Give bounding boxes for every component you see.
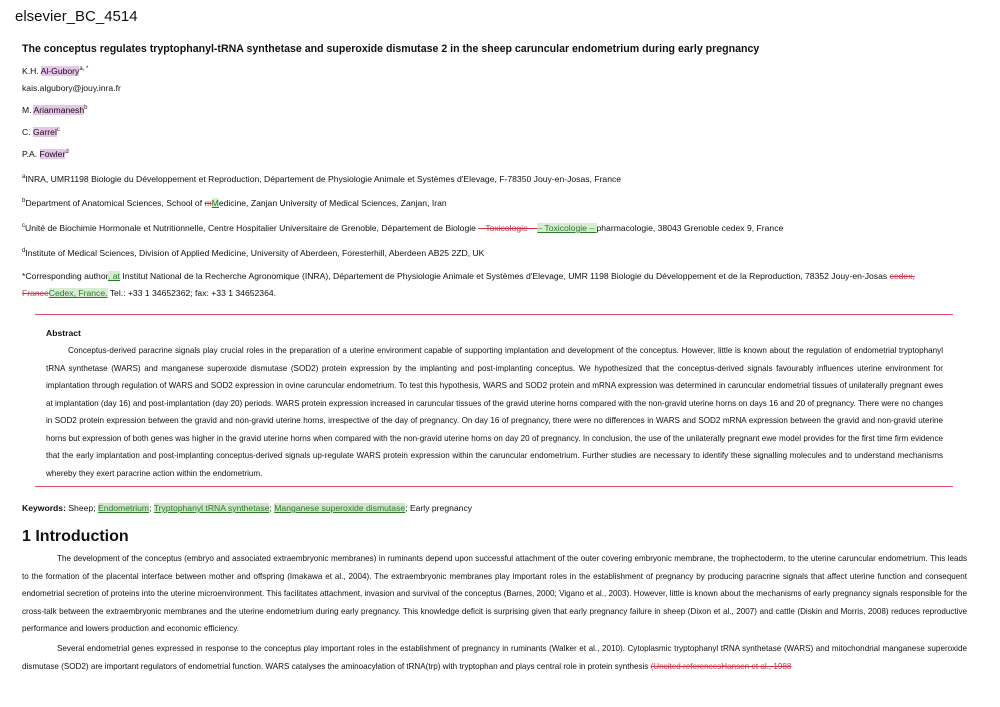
- keywords: Keywords: Sheep; Endometrium; Tryptophanyl tRNA synthetase; Manganese superoxide dismutase; Early pregnancy: [22, 503, 473, 513]
- affiliation-a: $^a$INRA, UMR1198 Biologie du Développement et Reproduction, Département de Physiologie Animale et Systèmes d'Elevage, F-78350 Jouy-en-Josas, France: [22, 174, 622, 184]
- abstract-top-rule: [35, 314, 953, 315]
- intro-paragraph-1: The development of the conceptus (embryo and associated extraembryonic membranes) in ruminants depend upon successful attachment of the outer covering embryonic membrane, the trophectoderm, to the uterine caruncular endometrium. This leads to the formation of the placental interface between mother and offspring (Imakawa et al., 2004). The extraembryonic membranes play important roles in the establishment of pregnancy by producing paracrine signals that affect uterine function and consequent endometrial secretion of proteins into the uterine microenvironment. This facilitates attachment, invasion and survival of the conceptus (Barnes, 2000; Vigano et al., 2003). However, little is known about the mechanisms of early pregnancy signals responsible for the cross-talk between the extraembryonic membranes and the uterine endometrium during early pregnancy. This knowledge deficit is surprising given that early pregnancy failure in sheep (Dixon et al., 2007) and cattle (Diskin and Morris, 2008) reduces reproductive performance and lowers production and economic efficiency.: [22, 554, 967, 633]
- affiliation-d: $^d$Institute of Medical Sciences, Division of Applied Medicine, University of Aberdeen, Foresterhill, Aberdeen AB25 2ZD, UK: [22, 248, 485, 258]
- author-name: Al-Gubory: [40, 66, 80, 76]
- author-name: Garrel: [32, 127, 57, 137]
- corresponding-author: *Corresponding author. at Institut National de la Recherche Agronomique (INRA), Département de Physiologie Animale et Systèmes d'Elevage, UMR 1198 Biologie du Développement et de la Reproduction, 78352 Jouy-en-Josas cedex,: [22, 271, 915, 281]
- abstract-bottom-rule: [35, 486, 953, 487]
- abstract-text: Conceptus-derived paracrine signals play crucial roles in the preparation of a uterine environment capable of supporting implantation and development of the conceptus. However, little is known about the regulation of endometrial tryptophanyl tRNA synthetase (WARS) and manganese superoxide dismutase (SOD2) protein expression by the implanting and post-implanting conceptus. We hypothesized that the conceptus-derived signals favourably influences uterine environment for implantation through regulation of WARS and SOD2 expression in ovine caruncular endometrium. To test this hypothesis, WARS and SOD2 protein and mRNA expression was determined in caruncular endometrial tissues of unilaterally pregnant ewes at implantation (day 16) and post-implantation (day 20) periods. WARS protein expression increased in caruncular tissues of the gravid uterine horns compared with the non-gravid uterine horns on days 16 and 20 of pregnancy. There were no changes in SOD2 protein expression between the gravid and non-gravid uterine horns, irrespective of the day of pregnancy. On day 16 of pregnancy, there were no differences in WARS and SOD2 mRNA expression between the gravid and non-gravid uterine horns but expression of both genes was higher in the gravid uterine horns when compared with the non-gravid uterine horns on day 20 of pregnancy. In conclusion, the use of the unilaterally pregnant ewe model provides for the first time firm evidence that the early implantation and post-implanting conceptus-derived signals up-regulate WARS protein expression within the caruncular endometrium. Further studies are necessary to identify these signalling molecules and to understand mechanisms whereby they exert paracrine action within the endometrium.: [46, 346, 943, 478]
- author-email: kais.algubory@jouy.inra.fr: [22, 83, 121, 93]
- affiliation-b: $^b$Department of Anatomical Sciences, School of mMedicine, Zanjan University of Medical Sciences, Zanjan, Iran: [22, 198, 447, 208]
- section-heading: 1 Introduction: [22, 528, 129, 545]
- author-name: Arianmanesh: [33, 105, 85, 115]
- author-2: M. Arianmanesh$^b$: [22, 105, 88, 115]
- intro-paragraph-2: Several endometrial genes expressed in response to the conceptus play important roles in the establishment of pregnancy in ruminants (Walker et al., 2010). Cytoplasmic tryptophanyl tRNA synthetase (WARS) and mitochondrial manganese superoxide dismutase (SOD2) are important regulators of endometrial function. WARS catalyses the aminoacylation of tRNA(trp) with tryptophan and plays central role in protein synthesis (Uncited referencesHansen et al., 1988: [22, 644, 967, 671]
- author-4: P.A. Fowler$^d$: [22, 149, 69, 159]
- article-title: The conceptus regulates tryptophanyl-tRNA synthetase and superoxide dismutase 2 in the sheep caruncular endometrium during early pregnancy: [22, 43, 760, 55]
- abstract-heading: Abstract: [46, 328, 81, 338]
- author-3: C. Garrel$^c$: [22, 127, 60, 137]
- author-1: K.H. Al-Gubory$^{a, *}$: [22, 66, 89, 76]
- author-name: Fowler: [39, 149, 66, 159]
- affiliation-c: $^c$Unité de Biochimie Hormonale et Nutritionnelle, Centre Hospitalier Universitaire de Grenoble, Département de Biologie – Toxicologie – – Toxicologie – pharmacologie, 38043 Grenoble cedex 9, France: [22, 223, 784, 233]
- corresponding-author-cont: FranceCedex, France. Tel.: +33 1 34652362; fax: +33 1 34652364.: [22, 288, 277, 298]
- document-id: elsevier_BC_4514: [15, 8, 138, 25]
